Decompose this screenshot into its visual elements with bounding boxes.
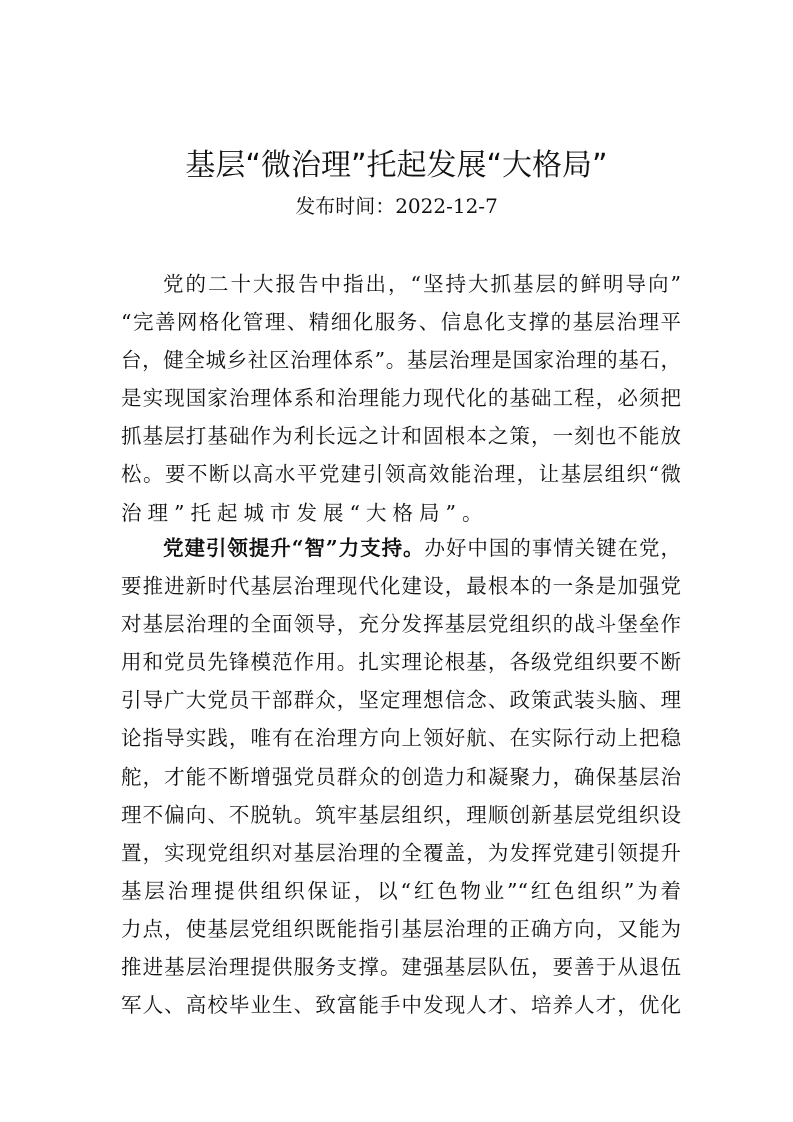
text-line: 推进基层治理提供服务支撑。建强基层队伍，要善于从退伍 bbox=[121, 955, 681, 980]
text-line: 用和党员先锋模范作用。扎实理论根基，各级党组织要不断 bbox=[121, 650, 681, 675]
text-line: 台，健全城乡社区治理体系”。基层治理是国家治理的基石， bbox=[121, 348, 681, 373]
text-line: 舵，才能不断增强党员群众的创造力和凝聚力，确保基层治 bbox=[121, 764, 681, 789]
paragraph-party-building bbox=[121, 529, 681, 1024]
text-line: 抓基层打基础作为利长远之计和固根本之策，一刻也不能放 bbox=[121, 424, 681, 449]
text-line: 松。要不断以高水平党建引领高效能治理，让基层组织“微 bbox=[121, 462, 681, 487]
paragraph-intro bbox=[121, 265, 681, 532]
text-line: 置，实现党组织对基层治理的全覆盖，为发挥党建引领提升 bbox=[121, 840, 681, 865]
text-line: 理不偏向、不脱轨。筑牢基层组织，理顺创新基层党组织设 bbox=[121, 802, 681, 827]
text-line: 论指导实践，唯有在治理方向上领好航、在实际行动上把稳 bbox=[121, 726, 681, 751]
text-line: 引导广大党员干部群众，坚定理想信念、政策武装头脑、理 bbox=[121, 688, 681, 713]
text-line: 对基层治理的全面领导，充分发挥基层党组织的战斗堡垒作 bbox=[121, 612, 681, 637]
text-line: 力点，使基层党组织既能指引基层治理的正确方向，又能为 bbox=[121, 916, 681, 941]
text-line bbox=[121, 529, 681, 567]
text-line: 治理”托起城市发展“大格局”。 bbox=[121, 500, 489, 525]
text-line: 基层治理提供组织保证，以“红色物业”“红色组织”为着 bbox=[121, 878, 681, 903]
text-line: 要推进新时代基层治理现代化建设，最根本的一条是加强党 bbox=[121, 574, 681, 599]
text-run: 办好中国的事情关键在党， bbox=[424, 536, 681, 560]
text-line: 党的二十大报告中指出，“坚持大抓基层的鲜明导向” bbox=[163, 272, 681, 296]
page-title: 基层“微治理”托起发展“大格局” bbox=[185, 148, 608, 183]
section-heading: 党建引领提升“智”力支持。 bbox=[163, 536, 425, 560]
text-line: 是实现国家治理体系和治理能力现代化的基础工程，必须把 bbox=[121, 386, 681, 411]
text-line: “完善网格化管理、精细化服务、信息化支撑的基层治理平 bbox=[121, 310, 681, 335]
publish-date: 发布时间：2022-12-7 bbox=[295, 194, 498, 218]
text-line: 军人、高校毕业生、致富能手中发现人才、培养人才，优化 bbox=[121, 993, 681, 1018]
